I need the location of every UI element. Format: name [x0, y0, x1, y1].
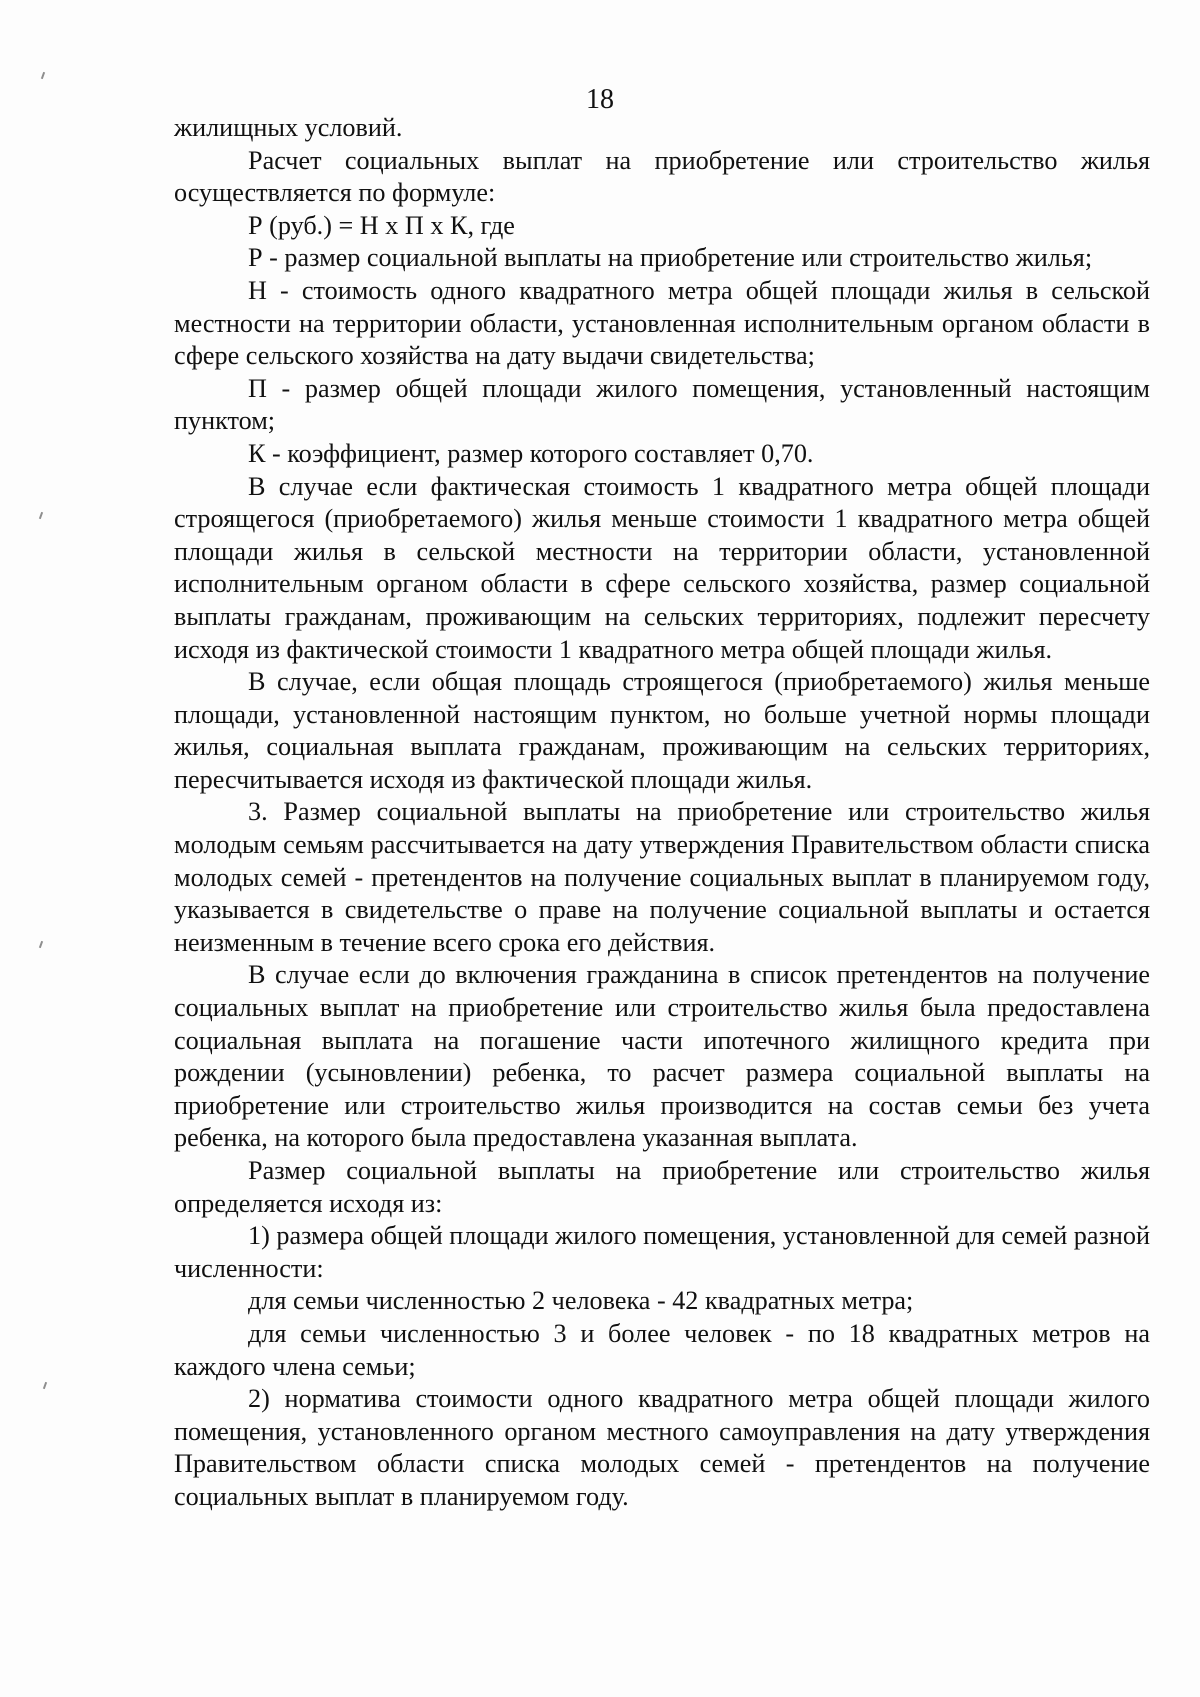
paragraph-actual-cost: В случае если фактическая стоимость 1 квадратного метра общей площади строящегося (приобретаемого) жилья меньше стоимости 1 квадратного метра общей площади жилья в сельской местности на территории области, установленной исполнительным органом области в сфере сельского хозяйства, размер социальной выплаты гражданам, проживающим на сельских территориях, подлежит пересчету исходя из фактической стоимости 1 квадратного метра общей площади жилья. — [174, 471, 1150, 664]
document-body — [174, 112, 1150, 1514]
paragraph-size-basis: Размер социальной выплаты на приобретение или строительство жилья определяется исходя из: — [174, 1156, 1150, 1218]
paragraph-formula: Р (руб.) = Н х П х К, где — [248, 210, 515, 240]
paragraph-def-k: К - коэффициент, размер которого составляет 0,70. — [248, 438, 814, 468]
page-number: 18 — [586, 84, 614, 115]
scan-speck — [39, 941, 43, 948]
paragraph-actual-area: В случае, если общая площадь строящегося (приобретаемого) жилья меньше площади, установленной настоящим пунктом, но больше учетной нормы площади жилья, социальная выплата гражданам, проживающим на сельских территориях, пересчитывается исходя из фактической площади жилья. — [174, 667, 1150, 794]
scan-speck — [41, 72, 45, 79]
paragraph-item-3: 3. Размер социальной выплаты на приобретение или строительство жилья молодым семьям рассчитывается на дату утверждения Правительством области списка молодых семей - претендентов на получение социальных выплат в планируемом году, указывается в свидетельстве о праве на получение социальной выплаты и остается неизменным в течение всего срока его действия. — [174, 797, 1150, 957]
paragraph-formula-intro: Расчет социальных выплат на приобретение или строительство жилья осуществляется по формуле: — [174, 145, 1150, 208]
scan-speck — [39, 512, 43, 519]
paragraph-continuation: жилищных условий. — [174, 113, 403, 142]
paragraph-subitem-2: 2) норматива стоимости одного квадратного метра общей площади жилого помещения, установленного органом местного самоуправления на дату утверждения Правительством области списка молодых семей - претендентов на получение социальных выплат в планируемом году. — [174, 1384, 1150, 1511]
paragraph-family-2: для семьи численностью 2 человека - 42 квадратных метра; — [248, 1286, 914, 1316]
paragraph-family-3plus: для семьи численностью 3 и более человек - по 18 квадратных метров на каждого члена семьи; — [174, 1318, 1150, 1381]
paragraph-subitem-1: 1) размера общей площади жилого помещения, установленной для семей разной численности: — [174, 1221, 1150, 1283]
paragraph-def-area: П - размер общей площади жилого помещения, установленный настоящим пунктом; — [174, 373, 1150, 436]
paragraph-def-n: Н - стоимость одного квадратного метра общей площади жилья в сельской местности на территории области, установленная исполнительным органом области в сфере сельского хозяйства на дату выдачи свидетельства; — [174, 275, 1150, 371]
paragraph-def-p: Р - размер социальной выплаты на приобретение или строительство жилья; — [248, 243, 1093, 273]
paragraph-mortgage-case: В случае если до включения гражданина в список претендентов на получение социальных выплат на приобретение или строительство жилья была предоставлена социальная выплата на погашение части ипотечного жилищного кредита при рождении (усыновлении) ребенка, то расчет размера социальной выплаты на приобретение или строительство жилья производится на состав семьи без учета ребенка, на которого была предоставлена указанная выплата. — [174, 960, 1150, 1153]
scan-speck — [43, 1382, 47, 1389]
